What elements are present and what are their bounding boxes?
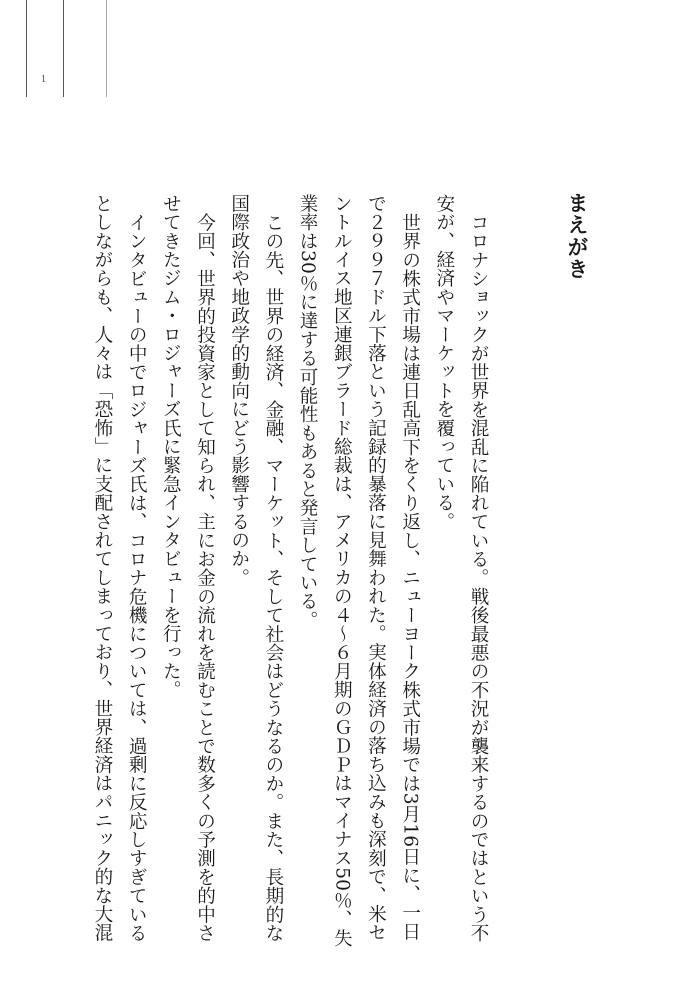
text-line: 安が、経済やマーケットを覆っている。 [433, 194, 455, 531]
margin-rule [63, 0, 64, 97]
body-text [85, 194, 495, 948]
text-line: インタビューの中でロジャーズ氏は、コロナ危機については、過剰に反応しすぎている [126, 213, 148, 943]
text-line: で２９９７ドル下落という記録的暴落に見舞われた。実体経済の落ち込みも深刻で、米セ [365, 194, 387, 942]
text-line: コロナショックが世界を混乱に陥れている。戦後最悪の不況が襲来するのではという不 [468, 213, 489, 943]
text-line: ントルイス地区連銀ブラード総裁は、アメリカの４～６月期のＧＤＰはマイナス50％、失 [331, 194, 353, 948]
text-line: としながらも、人々は「恐怖」に支配されてしまっており、世界経済はパニック的な大混 [91, 194, 113, 942]
margin-rule [26, 0, 27, 97]
page-number: 1 [41, 74, 46, 85]
text-line: 世界の株式市場は連日乱高下をくり返し、ニューヨーク株式市場では3月16日に、一日 [399, 213, 421, 941]
margin-rule [106, 0, 107, 97]
text-line: 国際政治や地政学的動向にどう影響するのか。 [228, 194, 250, 587]
chapter-title: まえがき [565, 192, 589, 280]
text-line: 今回、世界的投資家として知られ、主にお金の流れを読むことで数多くの予測を的中さ [194, 213, 216, 943]
text-line: せてきたジム・ロジャーズ氏に緊急インタビューを行った。 [160, 194, 182, 699]
text-line: この先、世界の経済、金融、マーケット、そして社会はどうなるのか。また、長期的な [262, 213, 284, 943]
text-line: 業率は30％に達する可能性もあると発言している。 [297, 194, 319, 630]
